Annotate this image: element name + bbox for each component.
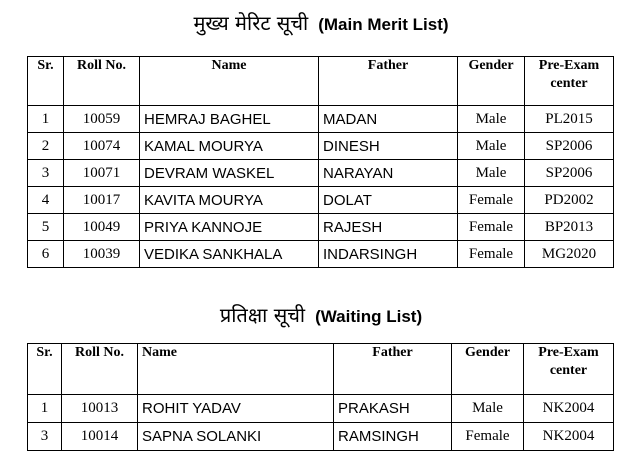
cell-father: DINESH: [319, 133, 458, 160]
cell-name: KAVITA MOURYA: [140, 187, 319, 214]
header-father: Father: [319, 57, 458, 106]
cell-father: RAMSINGH: [334, 423, 452, 451]
cell-center: SP2006: [525, 133, 614, 160]
header-gender: Gender: [452, 344, 524, 395]
header-roll-no: Roll No.: [64, 57, 140, 106]
cell-gender: Female: [458, 241, 525, 268]
cell-sr: 2: [28, 133, 64, 160]
cell-gender: Female: [458, 187, 525, 214]
cell-center: SP2006: [525, 160, 614, 187]
cell-gender: Female: [458, 214, 525, 241]
cell-sr: 3: [28, 160, 64, 187]
cell-sr: 4: [28, 187, 64, 214]
table-header-row: [28, 57, 614, 106]
cell-father: NARAYAN: [319, 160, 458, 187]
table-header-row: [28, 344, 614, 395]
header-sr: Sr.: [28, 57, 64, 106]
header-gender: Gender: [458, 57, 525, 106]
cell-name: HEMRAJ BAGHEL: [140, 106, 319, 133]
cell-gender: Male: [458, 160, 525, 187]
main-merit-list-title-english: (Main Merit List): [318, 15, 449, 34]
table-row: [28, 106, 614, 133]
main-merit-list-table: [27, 56, 614, 268]
header-sr: Sr.: [28, 344, 62, 395]
table-row: [28, 241, 614, 268]
cell-center: PD2002: [525, 187, 614, 214]
cell-father: MADAN: [319, 106, 458, 133]
cell-sr: 5: [28, 214, 64, 241]
table-row: [28, 214, 614, 241]
cell-roll-no: 10014: [62, 423, 138, 451]
table-row: [28, 395, 614, 423]
cell-center: BP2013: [525, 214, 614, 241]
cell-roll-no: 10074: [64, 133, 140, 160]
header-pre-exam-center: Pre-Exam center: [524, 344, 614, 395]
cell-roll-no: 10039: [64, 241, 140, 268]
cell-sr: 6: [28, 241, 64, 268]
header-name: Name: [140, 57, 319, 106]
cell-roll-no: 10017: [64, 187, 140, 214]
cell-name: DEVRAM WASKEL: [140, 160, 319, 187]
header-name: Name: [138, 344, 334, 395]
cell-roll-no: 10049: [64, 214, 140, 241]
table-row: [28, 133, 614, 160]
waiting-list-title-english: (Waiting List): [315, 307, 423, 326]
cell-gender: Male: [458, 106, 525, 133]
cell-name: ROHIT YADAV: [138, 395, 334, 423]
cell-name: VEDIKA SANKHALA: [140, 241, 319, 268]
header-roll-no: Roll No.: [62, 344, 138, 395]
cell-father: RAJESH: [319, 214, 458, 241]
waiting-list-heading: [0, 301, 642, 328]
cell-father: PRAKASH: [334, 395, 452, 423]
cell-sr: 3: [28, 423, 62, 451]
cell-name: SAPNA SOLANKI: [138, 423, 334, 451]
cell-sr: 1: [28, 106, 64, 133]
cell-center: NK2004: [524, 395, 614, 423]
waiting-list-title-hindi: प्रतिक्षा सूची: [219, 303, 306, 327]
cell-name: PRIYA KANNOJE: [140, 214, 319, 241]
cell-roll-no: 10013: [62, 395, 138, 423]
waiting-list-table: [27, 343, 614, 451]
cell-gender: Male: [452, 395, 524, 423]
cell-father: INDARSINGH: [319, 241, 458, 268]
header-pre-exam-center: Pre-Exam center: [525, 57, 614, 106]
cell-father: DOLAT: [319, 187, 458, 214]
cell-sr: 1: [28, 395, 62, 423]
cell-roll-no: 10071: [64, 160, 140, 187]
cell-name: KAMAL MOURYA: [140, 133, 319, 160]
cell-center: NK2004: [524, 423, 614, 451]
cell-center: PL2015: [525, 106, 614, 133]
main-merit-list-heading: [0, 9, 642, 36]
table-row: [28, 423, 614, 451]
cell-roll-no: 10059: [64, 106, 140, 133]
cell-gender: Male: [458, 133, 525, 160]
table-row: [28, 160, 614, 187]
header-father: Father: [334, 344, 452, 395]
cell-center: MG2020: [525, 241, 614, 268]
main-merit-list-title-hindi: मुख्य मेरिट सूची: [193, 11, 309, 35]
cell-gender: Female: [452, 423, 524, 451]
table-row: [28, 187, 614, 214]
